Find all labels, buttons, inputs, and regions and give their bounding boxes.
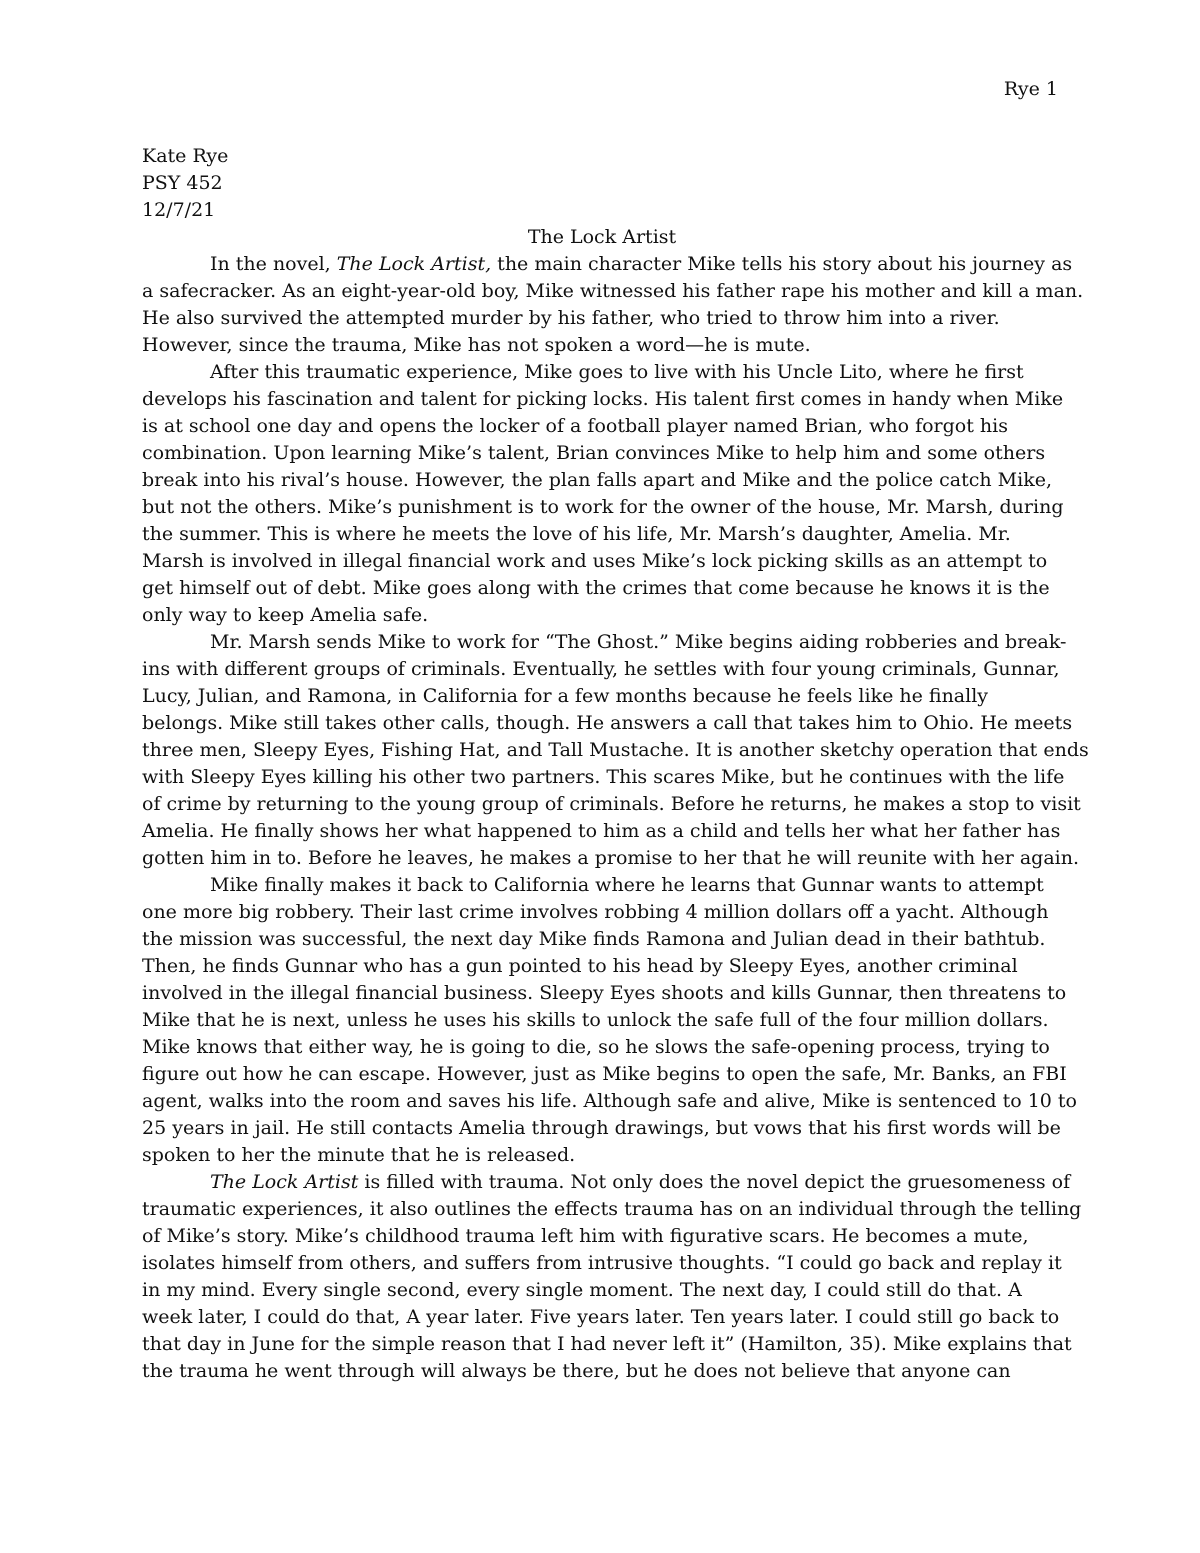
text-segment: figure out how he can escape. However, just as Mike begins to open the safe, Mr. Banks, an FBI bbox=[142, 1063, 1067, 1085]
text-line bbox=[142, 764, 1065, 791]
text-line bbox=[142, 1142, 1062, 1169]
text-segment: of Mike’s story. Mike’s childhood trauma left him with figurative scars. He becomes a mute, bbox=[142, 1225, 1029, 1247]
text-segment: Marsh is involved in illegal financial work and uses Mike’s lock picking skills as an attempt to bbox=[142, 550, 1048, 572]
text-line bbox=[142, 791, 1081, 818]
text-segment: He also survived the attempted murder by his father, who tried to throw him into a river. bbox=[142, 307, 1000, 329]
paragraph bbox=[142, 251, 1084, 359]
text-line bbox=[142, 710, 1073, 737]
text-segment: the main character Mike tells his story about his journey as bbox=[491, 253, 1073, 275]
text-line bbox=[142, 251, 1073, 278]
text-segment: traumatic experiences, it also outlines the effects trauma has on an individual through the telling bbox=[142, 1198, 1082, 1220]
text-line bbox=[142, 1223, 1062, 1250]
text-segment: isolates himself from others, and suffers from intrusive thoughts. “I could go back and replay it bbox=[142, 1252, 1062, 1274]
text-line bbox=[142, 575, 1062, 602]
text-segment: 25 years in jail. He still contacts Amelia through drawings, but vows that his first words will be bbox=[142, 1117, 1061, 1139]
text-line bbox=[142, 386, 1062, 413]
paragraphs-container bbox=[142, 251, 1089, 1385]
text-line bbox=[142, 1331, 1072, 1358]
text-line bbox=[142, 899, 1062, 926]
text-line bbox=[142, 467, 1062, 494]
text-line bbox=[142, 1358, 1062, 1385]
author-name: Kate Rye bbox=[142, 145, 229, 167]
course-name: PSY 452 bbox=[142, 172, 223, 194]
text-segment: Mike knows that either way, he is going to die, so he slows the safe-opening process, trying to bbox=[142, 1036, 1050, 1058]
text-line bbox=[142, 872, 1062, 899]
text-segment: is at school one day and opens the locker of a football player named Brian, who forgot his bbox=[142, 415, 1008, 437]
text-line bbox=[142, 548, 1062, 575]
text-segment: ins with different groups of criminals. Eventually, he settles with four young criminals, Gunnar, bbox=[142, 658, 1060, 680]
text-segment: Mike that he is next, unless he uses his skills to unlock the safe full of the four million dollars. bbox=[142, 1009, 1049, 1031]
text-segment: Amelia. He finally shows her what happened to him as a child and tells her what her father has bbox=[142, 820, 1061, 842]
text-line bbox=[142, 602, 1062, 629]
text-segment: week later, I could do that, A year later. Five years later. Ten years later. I could still go back to bbox=[142, 1306, 1060, 1328]
text-line bbox=[142, 521, 1062, 548]
text-segment: After this traumatic experience, Mike goes to live with his Uncle Lito, where he first bbox=[210, 361, 1024, 383]
paragraph bbox=[142, 872, 1077, 1169]
text-line bbox=[142, 1277, 1062, 1304]
text-segment: spoken to her the minute that he is released. bbox=[142, 1144, 576, 1166]
text-segment: break into his rival’s house. However, the plan falls apart and Mike and the police catch Mike, bbox=[142, 469, 1053, 491]
italic-text: The Lock Artist bbox=[210, 1171, 359, 1193]
text-line bbox=[142, 494, 1062, 521]
text-segment: get himself out of debt. Mike goes along with the crimes that come because he knows it is the bbox=[142, 577, 1050, 599]
paragraph bbox=[142, 1169, 1082, 1385]
paragraph bbox=[142, 629, 1089, 872]
text-line bbox=[142, 953, 1062, 980]
text-line bbox=[142, 278, 1084, 305]
document-body bbox=[142, 143, 1089, 1385]
document-title: The Lock Artist bbox=[527, 226, 677, 248]
paragraph bbox=[142, 359, 1062, 629]
text-line bbox=[142, 1007, 1062, 1034]
text-segment: the summer. This is where he meets the love of his life, Mr. Marsh’s daughter, Amelia. Mr. bbox=[142, 523, 1011, 545]
text-line bbox=[142, 1196, 1082, 1223]
text-line bbox=[142, 926, 1062, 953]
text-segment: of crime by returning to the young group of criminals. Before he returns, he makes a stop to visit bbox=[142, 793, 1081, 815]
text-line bbox=[142, 1034, 1062, 1061]
text-segment: Lucy, Julian, and Ramona, in California for a few months because he feels like he finally bbox=[142, 685, 989, 707]
text-line bbox=[142, 818, 1062, 845]
text-line bbox=[142, 305, 1062, 332]
text-line bbox=[142, 737, 1089, 764]
text-segment: is filled with trauma. Not only does the novel depict the gruesomeness of bbox=[358, 1171, 1071, 1193]
text-segment: but not the others. Mike’s punishment is to work for the owner of the house, Mr. Marsh, during bbox=[142, 496, 1064, 518]
text-segment: the trauma he went through will always be there, but he does not believe that anyone can bbox=[142, 1360, 1011, 1382]
text-segment: However, since the trauma, Mike has not spoken a word—he is mute. bbox=[142, 334, 811, 356]
text-segment: develops his fascination and talent for picking locks. His talent first comes in handy when Mike bbox=[142, 388, 1064, 410]
text-line bbox=[142, 629, 1067, 656]
text-segment: three men, Sleepy Eyes, Fishing Hat, and Tall Mustache. It is another sketchy operation that ends bbox=[142, 739, 1089, 761]
text-line bbox=[142, 1250, 1062, 1277]
text-line bbox=[142, 413, 1062, 440]
text-line bbox=[142, 332, 1062, 359]
text-segment: one more big robbery. Their last crime involves robbing 4 million dollars off a yacht. Although bbox=[142, 901, 1049, 923]
page-number: Rye 1 bbox=[1003, 78, 1058, 100]
text-segment: Mr. Marsh sends Mike to work for “The Ghost.” Mike begins aiding robberies and break- bbox=[210, 631, 1067, 653]
text-segment: only way to keep Amelia safe. bbox=[142, 604, 429, 626]
text-segment: agent, walks into the room and saves his life. Although safe and alive, Mike is sentenced to 10 to bbox=[142, 1090, 1077, 1112]
text-line bbox=[142, 1115, 1062, 1142]
text-line bbox=[142, 1169, 1071, 1196]
italic-text: The Lock Artist, bbox=[336, 253, 492, 275]
text-line bbox=[142, 440, 1062, 467]
text-segment: the mission was successful, the next day Mike finds Ramona and Julian dead in their bathtub. bbox=[142, 928, 1046, 950]
document-date: 12/7/21 bbox=[142, 199, 216, 221]
text-segment: with Sleepy Eyes killing his other two partners. This scares Mike, but he continues with the life bbox=[142, 766, 1065, 788]
text-line bbox=[142, 845, 1080, 872]
text-line bbox=[142, 1061, 1067, 1088]
text-segment: involved in the illegal financial business. Sleepy Eyes shoots and kills Gunnar, then threatens to bbox=[142, 982, 1067, 1004]
text-segment: belongs. Mike still takes other calls, though. He answers a call that takes him to Ohio. He meets bbox=[142, 712, 1073, 734]
text-line bbox=[142, 359, 1062, 386]
text-line bbox=[142, 980, 1067, 1007]
text-line bbox=[142, 656, 1062, 683]
text-segment: combination. Upon learning Mike’s talent, Brian convinces Mike to help him and some others bbox=[142, 442, 1046, 464]
text-line bbox=[142, 683, 1062, 710]
text-segment: that day in June for the simple reason that I had never left it” (Hamilton, 35). Mike explains that bbox=[142, 1333, 1072, 1355]
text-segment: Then, he finds Gunnar who has a gun pointed to his head by Sleepy Eyes, another criminal bbox=[142, 955, 1018, 977]
text-segment: a safecracker. As an eight-year-old boy, Mike witnessed his father rape his mother and kill a man. bbox=[142, 280, 1084, 302]
text-segment: In the novel, bbox=[210, 253, 337, 275]
text-line bbox=[142, 1088, 1077, 1115]
text-segment: in my mind. Every single second, every single moment. The next day, I could still do that. A bbox=[142, 1279, 1022, 1301]
text-line bbox=[142, 1304, 1062, 1331]
text-segment: gotten him in to. Before he leaves, he makes a promise to her that he will reunite with her again. bbox=[142, 847, 1080, 869]
text-segment: Mike finally makes it back to California where he learns that Gunnar wants to attempt bbox=[210, 874, 1044, 896]
